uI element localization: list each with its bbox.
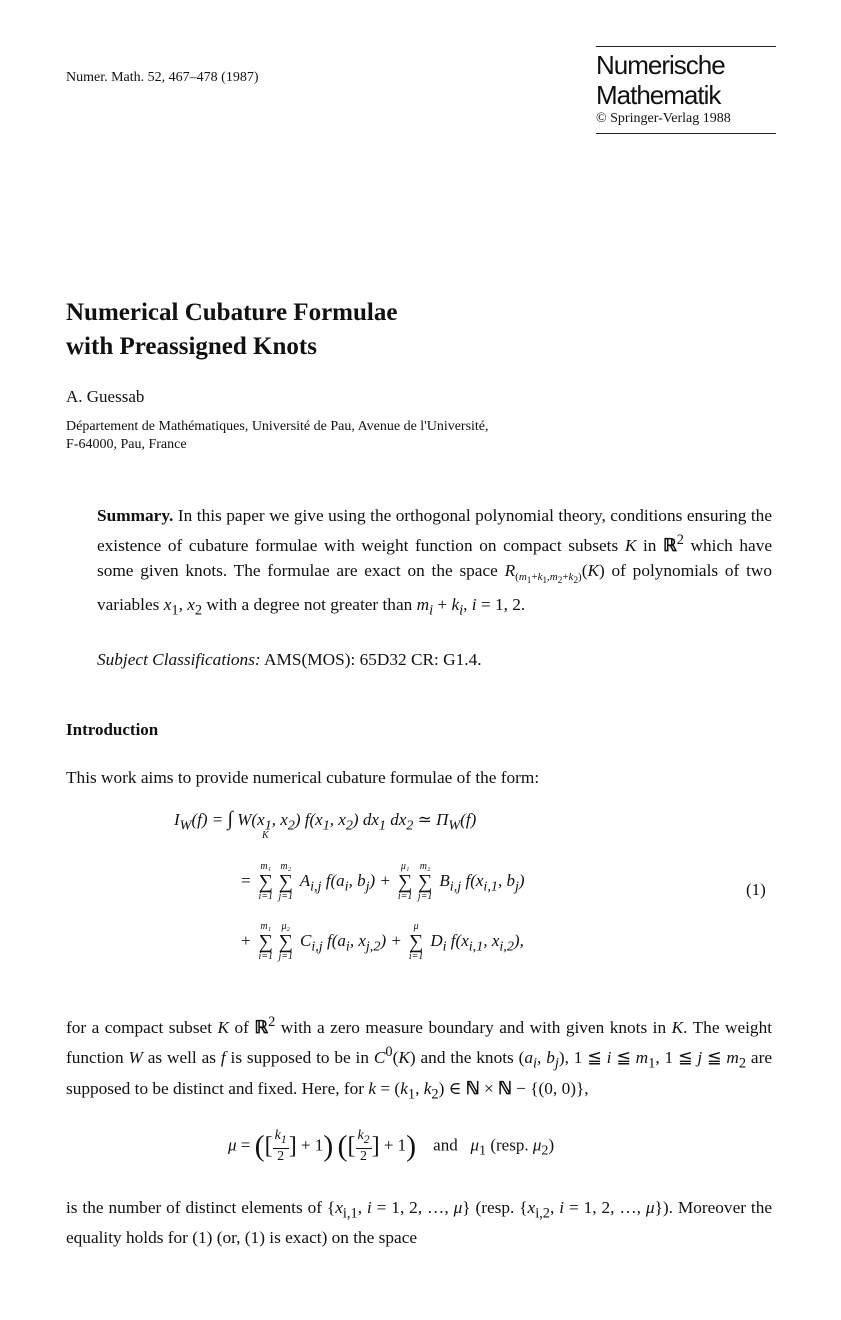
subject-value: AMS(MOS): 65D32 CR: G1.4. <box>260 650 482 669</box>
journal-name-line2: Mathematik <box>596 80 721 110</box>
para2-text-c: ). Moreover the equality holds for (1) (or, (1) is exact) on the space <box>66 1198 773 1247</box>
masthead-top-rule <box>596 46 776 47</box>
title-line2: with Preassigned Knots <box>66 333 317 360</box>
para2-text-b: (resp. <box>470 1198 520 1217</box>
mu-definition: μ = ([ $\frac{k_1}{2}$ ] + 1) ([ $\frac{k_2}{2}$ ] + 1) and $\mu_1$ (resp. $\mu_2$) <box>228 1128 555 1164</box>
intro-lead: This work aims to provide numerical cubature formulae of the form: <box>66 768 540 787</box>
title-line1: Numerical Cubature Formulae <box>66 299 398 326</box>
para1-text-d: . The weight function <box>66 1017 773 1067</box>
mu-and: and <box>433 1135 458 1155</box>
author-name: A. Guessab <box>66 387 145 406</box>
article-title <box>66 296 397 364</box>
subject-classifications <box>97 650 482 670</box>
affiliation-line1: Département de Mathématiques, Université de Pau, Avenue de l'Université, <box>66 419 489 434</box>
section-heading-introduction: Introduction <box>66 720 159 739</box>
para1-text-h: are supposed to be distinct and fixed. Here, for <box>66 1047 773 1098</box>
para2-text-a: is the number of distinct elements of <box>66 1198 327 1217</box>
summary-text-d: of polynomials of two variables <box>97 560 772 614</box>
equation-line3: + m₁ ∑ i=1 μ₂ ∑ j=1 $C_{i,j}$ $f(a_i$, $x_{j,2}$) + μ ∑ i=1 $D_i$ $f(x_{i,1}$, $x_{i,2}$), <box>240 921 524 962</box>
summary-text-f: . <box>520 594 526 614</box>
intro-paragraph-1: for a compact subset K of ℝ$^2$ with a zero measure boundary and with given knots in K. The weight function W as well as f is supposed to be in $C^0(K)$ and the knots ($a_i$, $b_j$), 1 ≦ i ≦ $m_1$, 1 ≦ j ≦ $m_2$ are supposed to be distinct and fixed. Here, for $k = (k_1$, $k_2$) ∈ ℕ × ℕ − {(0, 0)}, <box>66 1014 773 1103</box>
summary-text-b: in <box>636 536 664 556</box>
summary-text-a: In this paper we give using the orthogonal polynomial theory, conditions ensuring the existence of cubature formulae with weight function on compact subsets <box>97 506 772 556</box>
equation-line1: $I_W(f)$ = ∫ $W(x_1$, $x_2$) $f(x_1$, $x_2$) $dx_1$ $dx_2$ ≃ $\Pi_W(f)$ K <box>174 808 477 841</box>
para1-text-a: for a compact subset <box>66 1017 218 1037</box>
affiliation-line2: F-64000, Pau, France <box>66 437 187 452</box>
journal-citation: Numer. Math. 52, 467–478 (1987) <box>66 70 259 85</box>
summary-label: Summary. <box>97 506 174 525</box>
math-degree: $m_i + k_i$, i = 1, 2 <box>416 594 521 619</box>
mu-resp: (resp. <box>490 1135 529 1155</box>
equation-line2: = m₁ ∑ i=1 m₂ ∑ j=1 $A_{i,j}$ $f(a_i$, $b_j$) + μ₁ ∑ i=1 m₂ ∑ j=1 $B_{i,j}$ $f(x_{i,1}$, $b_j$) <box>240 861 525 902</box>
para1-text-f: is supposed to be in <box>225 1047 374 1067</box>
para1-text-b: of <box>229 1017 255 1037</box>
summary-text-c: which have some given knots. The formulae are exact on the space <box>97 536 773 580</box>
journal-copyright: © Springer-Verlag 1988 <box>596 111 731 126</box>
math-R2: ℝ$^2$ <box>663 532 684 556</box>
journal-masthead <box>596 46 776 134</box>
para1-text-g: and the knots <box>415 1047 519 1067</box>
subject-label: Subject Classifications: <box>97 650 261 669</box>
summary-text-e: with a degree not greater than <box>202 594 417 614</box>
para1-text-c: with a zero measure boundary and with given knots in <box>275 1017 672 1037</box>
intro-paragraph-2: is the number of distinct elements of {$x_{i,1}$, i = 1, 2, …, μ} (resp. {$x_{i,2}$, i = 1, 2, …, μ}). Moreover the equality holds for (1) (or, (1) is exact) on the space <box>66 1198 773 1247</box>
equation-number: (1) <box>746 880 766 899</box>
summary-paragraph <box>97 504 772 622</box>
math-K: K <box>624 536 637 556</box>
journal-name-line1: Numerische <box>596 50 725 80</box>
author-affiliation <box>66 418 489 454</box>
math-space-R: $R_{(m_1+k_1,m_2+k_2)}(K)$ <box>504 560 605 586</box>
math-x1x2: $x_1$, $x_2$ <box>163 594 203 619</box>
para1-text-e: as well as <box>142 1047 221 1067</box>
masthead-bottom-rule <box>596 133 776 134</box>
